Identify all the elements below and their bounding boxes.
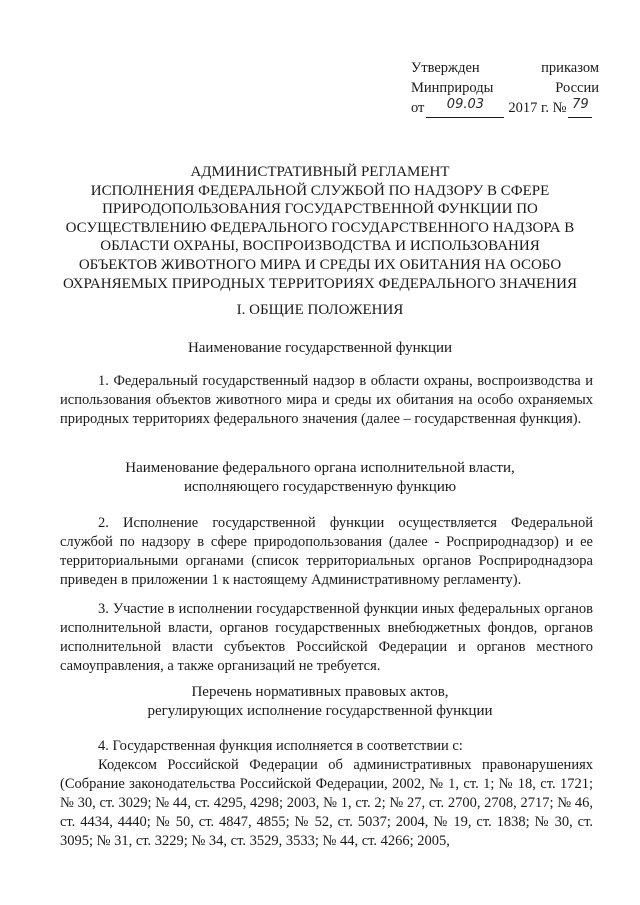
title-line: ОСУЩЕСТВЛЕНИЮ ФЕДЕРАЛЬНОГО ГОСУДАРСТВЕННОГО НАДЗОРА В bbox=[65, 219, 575, 236]
paragraph-3 bbox=[60, 600, 593, 676]
title-line: ПРИРОДОПОЛЬЗОВАНИЯ ГОСУДАРСТВЕННОЙ ФУНКЦИИ ПО bbox=[102, 201, 538, 218]
document-title bbox=[30, 163, 610, 293]
subheading-authority-line-1: Наименование федерального органа исполнительной власти, bbox=[125, 460, 515, 476]
paragraph-5 bbox=[60, 756, 593, 851]
ministry-label: Минприроды bbox=[411, 80, 494, 96]
subheading-legal-acts-line-2: регулирующих исполнение государственной функции bbox=[147, 703, 493, 719]
title-line: ОБЪЕКТОВ ЖИВОТНОГО МИРА И СРЕДЫ ИХ ОБИТАНИЯ НА ОСОБО bbox=[78, 256, 562, 273]
subheading-authority-line-2: исполняющего государственную функцию bbox=[183, 479, 457, 495]
handwritten-date: 09.03 bbox=[426, 98, 504, 118]
approval-line-1 bbox=[411, 58, 599, 78]
title-line: АДМИНИСТРАТИВНЫЙ РЕГЛАМЕНТ bbox=[190, 164, 450, 180]
title-line: ОБЛАСТИ ОХРАНЫ, ВОСПРОИЗВОДСТВА И ИСПОЛЬЗОВАНИЯ bbox=[100, 238, 540, 255]
year-number-label: 2017 г. № bbox=[508, 100, 567, 116]
date-prefix: от bbox=[411, 100, 425, 116]
title-line: ИСПОЛНЕНИЯ ФЕДЕРАЛЬНОЙ СЛУЖБОЙ ПО НАДЗОРУ В СФЕРЕ bbox=[90, 182, 550, 199]
paragraph-5-text: Кодексом Российской Федерации об административных правонарушениях (Собрание законодательства Российской Федерации, 2002, № 1, ст. 1; № 18, ст. 1721; № 30, ст. 3029; № 44, ст. 4295, 4298; 2003, № 1, ст. 2; № 27, ст. 2700, 2708, 2717; № 46, ст. 4434, 4440; № 50, ст. 4847, 4855; № 52, ст. 5037; 2004, № 19, ст. 1838; № 30, ст. 3095; № 31, ст. 3229; № 34, ст. 3529, 3533; № 44, ст. 4266; 2005, bbox=[60, 757, 593, 849]
paragraph-1-text: 1. Федеральный государственный надзор в области охраны, воспроизводства и использования объектов животного мира и среды их обитания на особо охраняемых природных территориях федерального значения (далее – государственная функция). bbox=[60, 373, 593, 427]
subheading-function-name: Наименование государственной функции bbox=[187, 340, 453, 356]
paragraph-2 bbox=[60, 514, 593, 590]
paragraph-3-text: 3. Участие в исполнении государственной функции иных федеральных органов исполнительной власти, органов государственных внебюджетных фондов, органов исполнительной власти субъектов Российской Федерации и органов местного самоуправления, а также организаций не требуется. bbox=[60, 601, 593, 674]
section-heading: I. ОБЩИЕ ПОЛОЖЕНИЯ bbox=[236, 302, 404, 318]
paragraph-2-text: 2. Исполнение государственной функции осуществляется Федеральной службой по надзору в сфере природопользования (далее - Росприроднадзор) и ее территориальными органами (список территориальных органов Росприроднадзора приведен в приложении 1 к настоящему Административному регламенту). bbox=[60, 515, 593, 588]
approved-label: Утвержден bbox=[411, 60, 480, 76]
subheading-legal-acts bbox=[40, 683, 600, 721]
subheading-authority bbox=[40, 459, 600, 497]
approval-line-2 bbox=[411, 78, 599, 98]
subheading-legal-acts-line-1: Перечень нормативных правовых актов, bbox=[191, 684, 449, 700]
country-label: России bbox=[555, 80, 599, 96]
title-line: ОХРАНЯЕМЫХ ПРИРОДНЫХ ТЕРРИТОРИЯХ ФЕДЕРАЛЬНОГО ЗНАЧЕНИЯ bbox=[63, 275, 577, 292]
approval-stamp bbox=[411, 58, 599, 118]
handwritten-order-number: 79 bbox=[568, 98, 592, 118]
paragraph-4-text: 4. Государственная функция исполняется в соответствии с: bbox=[98, 738, 463, 754]
approval-line-3 bbox=[411, 98, 599, 118]
paragraph-4 bbox=[60, 737, 593, 756]
paragraph-1 bbox=[60, 372, 593, 429]
order-label: приказом bbox=[541, 60, 599, 76]
